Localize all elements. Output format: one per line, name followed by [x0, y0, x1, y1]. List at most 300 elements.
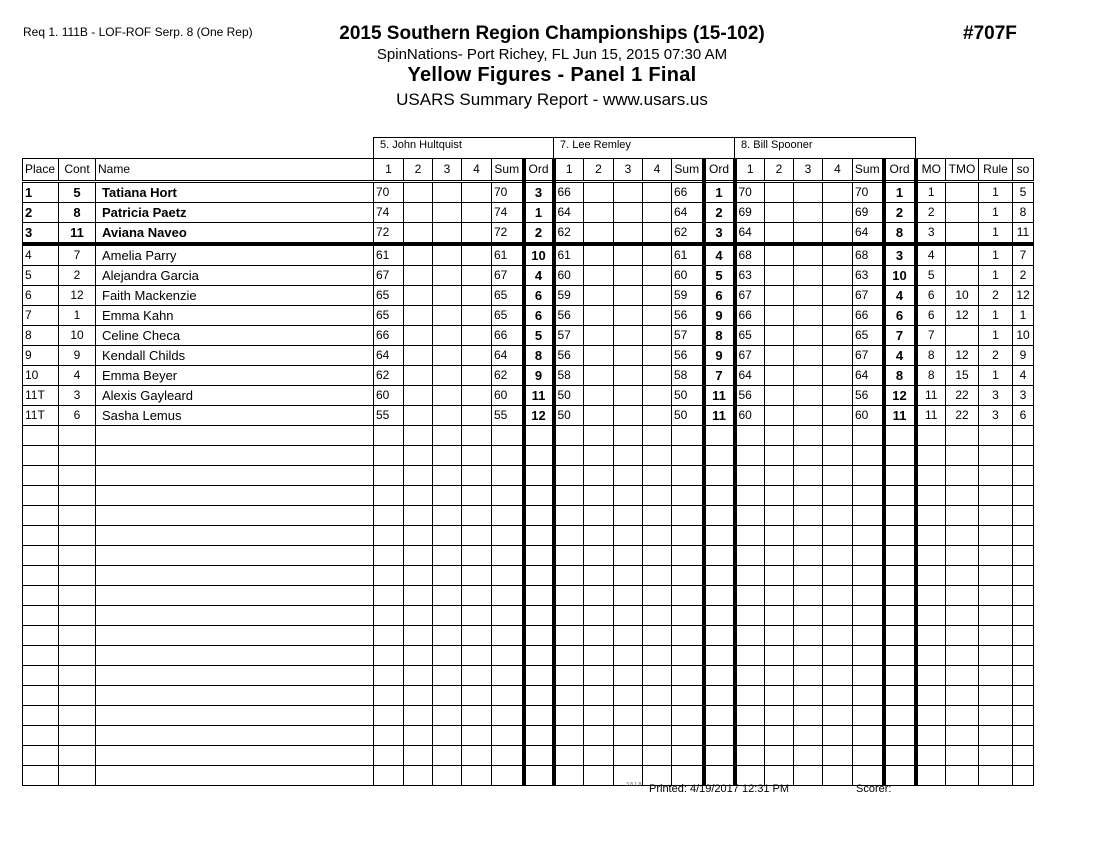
place-cell: 1	[23, 182, 59, 203]
empty-cell	[96, 526, 374, 546]
empty-cell	[643, 746, 672, 766]
judge-2-score-4	[643, 386, 672, 406]
empty-cell	[794, 706, 823, 726]
mo-cell: 11	[916, 406, 946, 426]
empty-cell	[23, 546, 59, 566]
empty-cell	[823, 646, 853, 666]
cont-cell: 3	[59, 386, 96, 406]
empty-cell	[765, 626, 794, 646]
judge-3-sum: 65	[853, 326, 884, 346]
empty-cell	[946, 506, 979, 526]
so-cell: 8	[1013, 203, 1034, 223]
empty-cell	[554, 546, 584, 566]
mo-cell: 6	[916, 306, 946, 326]
empty-cell	[554, 726, 584, 746]
judge-3-sum: 67	[853, 286, 884, 306]
empty-cell	[946, 686, 979, 706]
empty-cell	[853, 526, 884, 546]
empty-cell	[96, 466, 374, 486]
empty-cell	[492, 426, 524, 446]
empty-cell	[643, 466, 672, 486]
empty-cell	[524, 706, 554, 726]
empty-cell	[462, 626, 492, 646]
mo-cell: 5	[916, 266, 946, 286]
empty-cell	[823, 746, 853, 766]
competition-title: 2015 Southern Region Championships (15-102)	[339, 23, 765, 44]
empty-cell	[554, 606, 584, 626]
empty-cell	[946, 426, 979, 446]
empty-cell	[584, 726, 614, 746]
judge-2-score-1: 61	[554, 244, 584, 266]
empty-cell	[554, 446, 584, 466]
judge-1-score-1: 55	[374, 406, 404, 426]
table-row	[23, 244, 1034, 266]
empty-cell	[584, 566, 614, 586]
judge-3-score-4	[823, 286, 853, 306]
so-cell: 3	[1013, 386, 1034, 406]
empty-cell	[23, 446, 59, 466]
empty-cell	[554, 686, 584, 706]
judge-3-sum: 69	[853, 203, 884, 223]
empty-cell	[823, 486, 853, 506]
empty-cell	[765, 726, 794, 746]
empty-cell	[823, 706, 853, 726]
empty-cell	[765, 746, 794, 766]
so-cell: 4	[1013, 366, 1034, 386]
judge-1-score-2	[404, 182, 433, 203]
empty-cell	[554, 626, 584, 646]
judge-3-ordinal: 4	[884, 346, 916, 366]
judge-3-score-3	[794, 286, 823, 306]
judge-1-score-1: 70	[374, 182, 404, 203]
col-so: so	[1013, 159, 1034, 182]
judge-1-ordinal: 1	[524, 203, 554, 223]
empty-cell	[59, 646, 96, 666]
empty-row	[23, 426, 1034, 446]
empty-cell	[374, 446, 404, 466]
empty-cell	[554, 586, 584, 606]
empty-cell	[979, 586, 1013, 606]
empty-cell	[404, 486, 433, 506]
requirement-label: Req 1. 111B - LOF-ROF Serp. 8 (One Rep)	[23, 25, 253, 39]
empty-cell	[614, 526, 643, 546]
empty-cell	[643, 506, 672, 526]
judge-2-score-2	[584, 203, 614, 223]
judge-1-score-1: 74	[374, 203, 404, 223]
empty-cell	[96, 766, 374, 786]
empty-cell	[462, 746, 492, 766]
judge-2-score-2	[584, 244, 614, 266]
empty-cell	[794, 726, 823, 746]
empty-cell	[823, 566, 853, 586]
judge-3-score-2	[765, 306, 794, 326]
rule-cell: 1	[979, 266, 1013, 286]
blank-cell	[23, 138, 374, 159]
empty-cell	[462, 506, 492, 526]
judge-1-score-3	[433, 266, 462, 286]
empty-cell	[979, 546, 1013, 566]
mo-cell: 11	[916, 386, 946, 406]
empty-cell	[59, 766, 96, 786]
empty-cell	[916, 486, 946, 506]
empty-cell	[554, 526, 584, 546]
empty-cell	[735, 646, 765, 666]
so-cell: 5	[1013, 182, 1034, 203]
empty-cell	[433, 466, 462, 486]
judge-1-score-2	[404, 306, 433, 326]
judge-1-score-4	[462, 182, 492, 203]
empty-cell	[884, 686, 916, 706]
cont-cell: 9	[59, 346, 96, 366]
empty-cell	[672, 526, 704, 546]
empty-cell	[59, 426, 96, 446]
report-title: USARS Summary Report - www.usars.us	[396, 90, 708, 109]
judge-1-ordinal: 5	[524, 326, 554, 346]
empty-cell	[704, 566, 735, 586]
empty-cell	[23, 466, 59, 486]
empty-row	[23, 666, 1034, 686]
judge-2-score-2	[584, 346, 614, 366]
judge-2-score-1: 60	[554, 266, 584, 286]
empty-cell	[735, 586, 765, 606]
col-j2-s3: 3	[614, 159, 643, 182]
name-cell: Amelia Parry	[96, 244, 374, 266]
empty-cell	[1013, 586, 1034, 606]
judge-2-ordinal: 2	[704, 203, 735, 223]
empty-cell	[23, 746, 59, 766]
empty-cell	[979, 646, 1013, 666]
empty-cell	[794, 566, 823, 586]
col-j3-s1: 1	[735, 159, 765, 182]
empty-cell	[433, 726, 462, 746]
judge-3-ordinal: 10	[884, 266, 916, 286]
empty-cell	[59, 566, 96, 586]
empty-row	[23, 706, 1034, 726]
empty-cell	[672, 506, 704, 526]
judge-1-sum: 60	[492, 386, 524, 406]
empty-cell	[735, 446, 765, 466]
empty-cell	[884, 646, 916, 666]
column-header-row	[23, 159, 1034, 182]
empty-cell	[492, 666, 524, 686]
name-cell: Emma Beyer	[96, 366, 374, 386]
empty-cell	[794, 486, 823, 506]
empty-cell	[765, 546, 794, 566]
empty-cell	[853, 466, 884, 486]
empty-cell	[462, 766, 492, 786]
empty-cell	[916, 546, 946, 566]
judge-2-sum: 66	[672, 182, 704, 203]
tmo-cell: 12	[946, 346, 979, 366]
empty-cell	[704, 626, 735, 646]
judge-3-score-1: 65	[735, 326, 765, 346]
judge-1-score-4	[462, 203, 492, 223]
empty-cell	[704, 446, 735, 466]
col-j2-s2: 2	[584, 159, 614, 182]
col-j2-s1: 1	[554, 159, 584, 182]
judge-3-score-1: 64	[735, 366, 765, 386]
empty-cell	[404, 566, 433, 586]
judge-3-score-1: 66	[735, 306, 765, 326]
empty-cell	[704, 726, 735, 746]
judge-1-label: 5. John Hultquist	[374, 138, 554, 159]
empty-cell	[884, 666, 916, 686]
empty-cell	[584, 506, 614, 526]
judge-1-sum: 55	[492, 406, 524, 426]
judge-3-score-3	[794, 346, 823, 366]
empty-cell	[823, 586, 853, 606]
judge-3-score-2	[765, 266, 794, 286]
judge-1-score-3	[433, 286, 462, 306]
empty-cell	[492, 566, 524, 586]
empty-cell	[735, 606, 765, 626]
empty-cell	[643, 486, 672, 506]
mo-cell: 1	[916, 182, 946, 203]
judge-1-sum: 72	[492, 223, 524, 245]
empty-cell	[492, 546, 524, 566]
judge-1-score-1: 67	[374, 266, 404, 286]
empty-cell	[823, 446, 853, 466]
empty-cell	[433, 606, 462, 626]
judge-1-ordinal: 2	[524, 223, 554, 245]
empty-cell	[584, 766, 614, 786]
judge-1-ordinal: 4	[524, 266, 554, 286]
judge-1-score-1: 61	[374, 244, 404, 266]
judge-1-score-3	[433, 182, 462, 203]
empty-cell	[704, 426, 735, 446]
cont-cell: 12	[59, 286, 96, 306]
judge-1-score-1: 66	[374, 326, 404, 346]
empty-cell	[916, 466, 946, 486]
judge-1-sum: 67	[492, 266, 524, 286]
empty-cell	[765, 526, 794, 546]
empty-cell	[584, 586, 614, 606]
col-place: Place	[23, 159, 59, 182]
empty-cell	[404, 726, 433, 746]
tmo-cell: 10	[946, 286, 979, 306]
judge-3-ordinal: 8	[884, 366, 916, 386]
empty-cell	[946, 546, 979, 566]
empty-cell	[1013, 646, 1034, 666]
empty-cell	[524, 426, 554, 446]
empty-cell	[524, 446, 554, 466]
empty-cell	[462, 706, 492, 726]
empty-cell	[374, 606, 404, 626]
judge-1-sum: 61	[492, 244, 524, 266]
empty-cell	[765, 606, 794, 626]
empty-cell	[584, 486, 614, 506]
judge-1-score-4	[462, 286, 492, 306]
empty-cell	[916, 506, 946, 526]
place-cell: 11T	[23, 406, 59, 426]
empty-cell	[374, 566, 404, 586]
rule-cell: 1	[979, 366, 1013, 386]
so-cell: 6	[1013, 406, 1034, 426]
name-cell: Faith Mackenzie	[96, 286, 374, 306]
empty-cell	[23, 666, 59, 686]
place-cell: 2	[23, 203, 59, 223]
empty-cell	[979, 706, 1013, 726]
table-row	[23, 182, 1034, 203]
judge-2-score-1: 56	[554, 306, 584, 326]
table-row	[23, 223, 1034, 245]
empty-cell	[59, 546, 96, 566]
empty-cell	[672, 746, 704, 766]
empty-cell	[374, 646, 404, 666]
judge-3-score-4	[823, 366, 853, 386]
judge-3-score-3	[794, 326, 823, 346]
empty-cell	[1013, 626, 1034, 646]
empty-cell	[884, 706, 916, 726]
empty-cell	[1013, 726, 1034, 746]
empty-cell	[946, 446, 979, 466]
empty-cell	[96, 506, 374, 526]
mo-cell: 4	[916, 244, 946, 266]
empty-cell	[704, 666, 735, 686]
empty-cell	[23, 506, 59, 526]
empty-cell	[96, 546, 374, 566]
empty-cell	[735, 566, 765, 586]
judge-2-sum: 58	[672, 366, 704, 386]
empty-cell	[794, 586, 823, 606]
empty-cell	[59, 526, 96, 546]
judge-2-score-1: 50	[554, 406, 584, 426]
tmo-cell: 22	[946, 386, 979, 406]
col-j3-s2: 2	[765, 159, 794, 182]
name-cell: Alexis Gayleard	[96, 386, 374, 406]
judge-1-ordinal: 3	[524, 182, 554, 203]
judge-3-sum: 64	[853, 366, 884, 386]
empty-row	[23, 486, 1034, 506]
judge-1-score-4	[462, 244, 492, 266]
empty-cell	[374, 546, 404, 566]
empty-cell	[524, 586, 554, 606]
mo-cell: 2	[916, 203, 946, 223]
judge-1-sum: 62	[492, 366, 524, 386]
judge-2-score-2	[584, 286, 614, 306]
name-cell: Patricia Paetz	[96, 203, 374, 223]
empty-cell	[614, 586, 643, 606]
empty-cell	[404, 586, 433, 606]
empty-cell	[524, 726, 554, 746]
judge-1-score-3	[433, 346, 462, 366]
judge-3-score-4	[823, 386, 853, 406]
judge-1-ordinal: 12	[524, 406, 554, 426]
empty-cell	[433, 766, 462, 786]
empty-cell	[979, 666, 1013, 686]
judge-3-score-4	[823, 223, 853, 245]
judge-3-score-3	[794, 223, 823, 245]
empty-row	[23, 446, 1034, 466]
judge-3-ordinal: 3	[884, 244, 916, 266]
so-cell: 12	[1013, 286, 1034, 306]
empty-cell	[59, 686, 96, 706]
empty-cell	[823, 546, 853, 566]
empty-cell	[433, 426, 462, 446]
empty-cell	[584, 526, 614, 546]
empty-cell	[853, 646, 884, 666]
empty-cell	[374, 466, 404, 486]
judge-2-sum: 59	[672, 286, 704, 306]
empty-cell	[794, 746, 823, 766]
empty-cell	[672, 666, 704, 686]
place-cell: 11T	[23, 386, 59, 406]
judge-3-score-1: 64	[735, 223, 765, 245]
empty-cell	[823, 766, 853, 786]
table-row	[23, 326, 1034, 346]
tmo-cell	[946, 203, 979, 223]
judge-2-ordinal: 3	[704, 223, 735, 245]
judge-3-sum: 68	[853, 244, 884, 266]
empty-cell	[765, 586, 794, 606]
judge-3-score-3	[794, 266, 823, 286]
software-version: 3.8.1.8	[626, 782, 642, 788]
judge-2-score-3	[614, 203, 643, 223]
empty-cell	[672, 686, 704, 706]
col-tmo: TMO	[946, 159, 979, 182]
name-cell: Kendall Childs	[96, 346, 374, 366]
location-datetime: SpinNations- Port Richey, FL Jun 15, 2015 07:30 AM	[376, 46, 728, 63]
place-cell: 6	[23, 286, 59, 306]
empty-cell	[462, 666, 492, 686]
judge-2-ordinal: 9	[704, 346, 735, 366]
col-name: Name	[96, 159, 374, 182]
empty-cell	[884, 726, 916, 746]
empty-cell	[492, 446, 524, 466]
empty-cell	[1013, 566, 1034, 586]
cont-cell: 2	[59, 266, 96, 286]
empty-cell	[884, 626, 916, 646]
empty-cell	[643, 626, 672, 646]
empty-cell	[765, 646, 794, 666]
empty-cell	[23, 426, 59, 446]
so-cell: 7	[1013, 244, 1034, 266]
empty-cell	[614, 546, 643, 566]
so-cell: 1	[1013, 306, 1034, 326]
judge-2-label: 7. Lee Remley	[554, 138, 735, 159]
empty-cell	[916, 706, 946, 726]
empty-cell	[404, 666, 433, 686]
judge-3-score-1: 67	[735, 346, 765, 366]
empty-cell	[59, 706, 96, 726]
judge-2-score-4	[643, 244, 672, 266]
judge-2-sum: 50	[672, 406, 704, 426]
judge-2-score-1: 62	[554, 223, 584, 245]
judge-2-score-3	[614, 366, 643, 386]
empty-cell	[23, 486, 59, 506]
col-j3-s4: 4	[823, 159, 853, 182]
judge-3-ordinal: 11	[884, 406, 916, 426]
judge-3-score-2	[765, 406, 794, 426]
empty-cell	[492, 486, 524, 506]
empty-cell	[492, 726, 524, 746]
judge-3-ordinal: 7	[884, 326, 916, 346]
so-cell: 11	[1013, 223, 1034, 245]
judge-1-score-3	[433, 203, 462, 223]
empty-row	[23, 606, 1034, 626]
empty-cell	[374, 726, 404, 746]
empty-cell	[704, 466, 735, 486]
judge-2-sum: 64	[672, 203, 704, 223]
col-j1-s4: 4	[462, 159, 492, 182]
empty-cell	[59, 486, 96, 506]
empty-cell	[672, 626, 704, 646]
empty-cell	[946, 466, 979, 486]
col-j2-sum: Sum	[672, 159, 704, 182]
judge-1-score-2	[404, 286, 433, 306]
empty-cell	[704, 546, 735, 566]
judge-3-score-1: 56	[735, 386, 765, 406]
